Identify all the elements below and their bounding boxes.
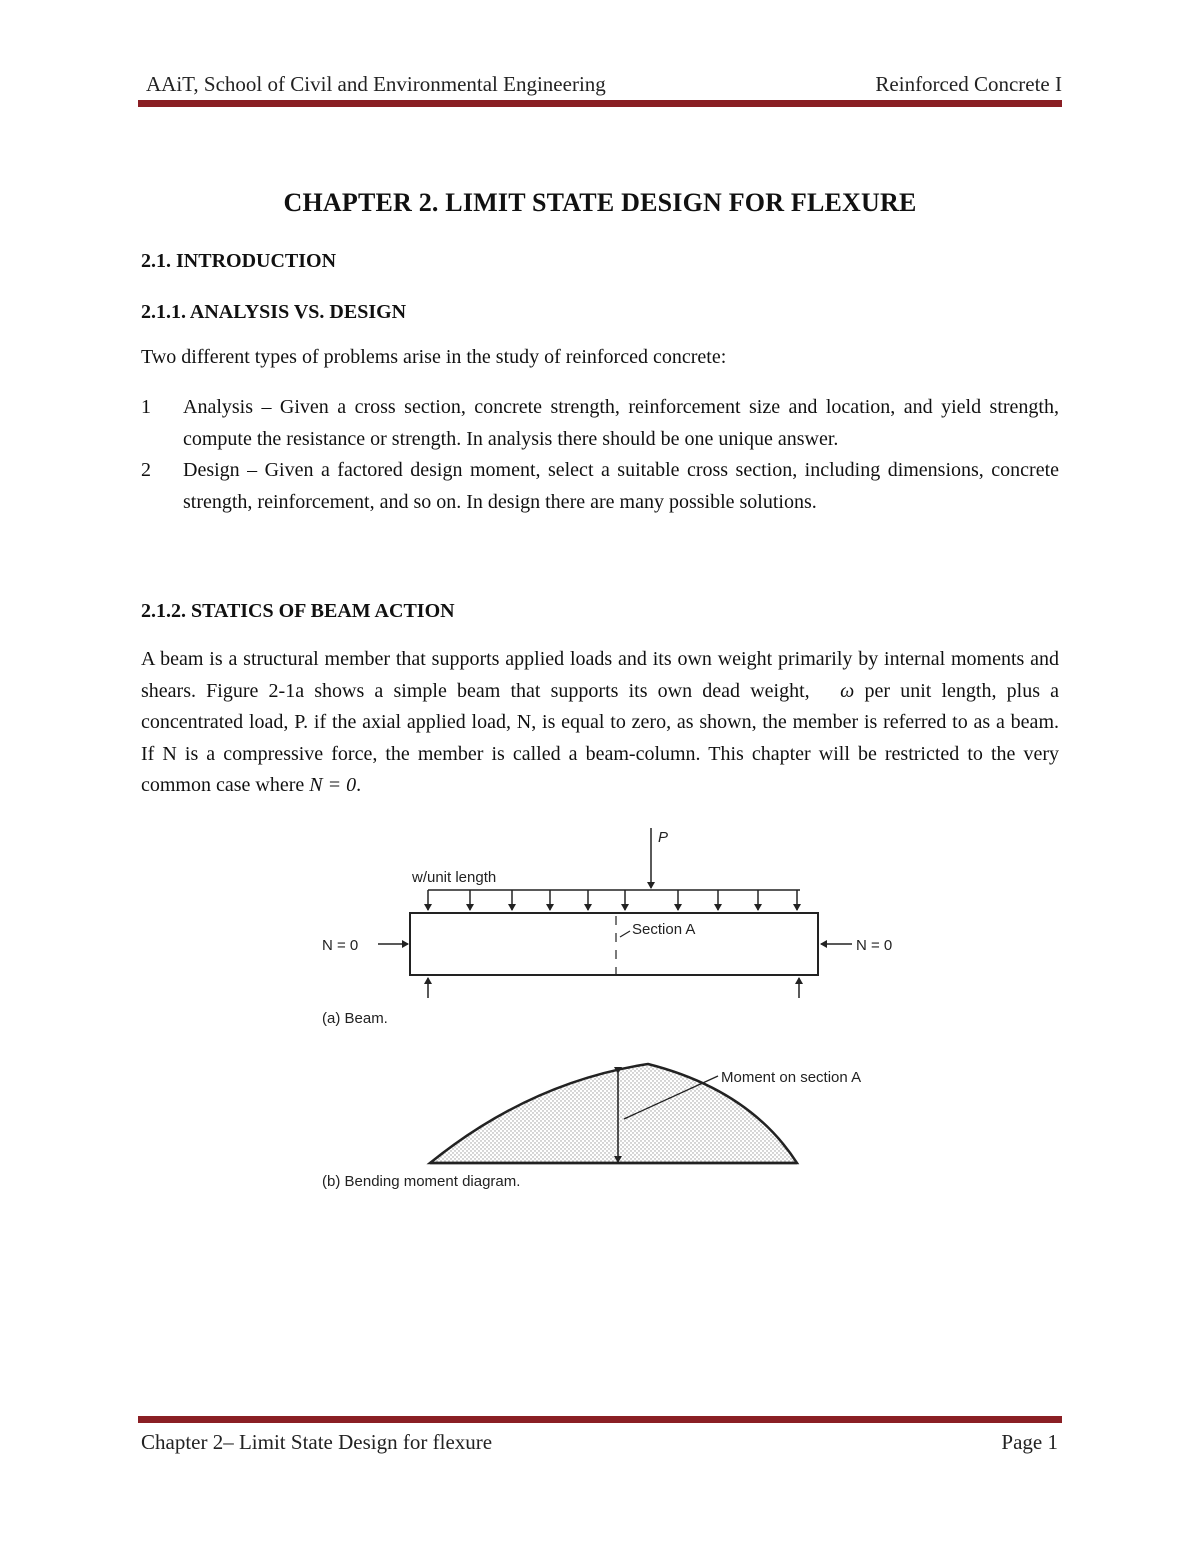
page-number: Page 1	[1001, 1430, 1058, 1454]
section-a-label: Section A	[632, 921, 696, 938]
intro-sentence: Two different types of problems arise in the study of reinforced concrete:	[141, 346, 727, 368]
list-number: 2	[141, 459, 151, 481]
section-heading-analysis-vs-design: 2.1.1. ANALYSIS VS. DESIGN	[141, 301, 407, 323]
problem-type-list	[141, 392, 1059, 518]
page-header	[138, 72, 1062, 102]
chapter-title: CHAPTER 2. LIMIT STATE DESIGN FOR FLEXURE	[283, 188, 917, 217]
axial-load-right-label: N = 0	[856, 937, 893, 954]
page-content	[141, 188, 1060, 796]
header-course: Reinforced Concrete I	[875, 72, 1062, 96]
list-item	[141, 455, 1059, 518]
beam-paragraph	[141, 644, 1059, 802]
beam-body	[410, 913, 818, 975]
omega-symbol: ω	[840, 679, 855, 702]
distributed-load-label: w/unit length	[412, 869, 497, 886]
list-text: Design – Given a factored design moment, select a suitable cross section, including dimensions, concrete strength, reinforcement, and so on. In design there are many possible solutions.	[183, 459, 1059, 513]
section-heading-introduction: 2.1. INTRODUCTION	[141, 250, 337, 272]
equation-n-zero: N = 0	[309, 774, 357, 796]
footer-rule	[138, 1416, 1062, 1423]
header-rule	[138, 100, 1062, 107]
list-item	[141, 392, 1059, 455]
caption-bending-moment: (b) Bending moment diagram.	[322, 1173, 521, 1190]
beam-text-part2: per unit length, plus a concentrated load, P. if the axial applied load, N, is equal to zero, as shown, the member is referred to as a beam. If N is a compressive force, the member is called a beam-column. This chapter will be restricted to the very common case where	[141, 679, 1060, 796]
caption-beam: (a) Beam.	[322, 1010, 388, 1027]
beam-text-part1: A beam is a structural member that supports applied loads and its own weight primarily by internal moments and shears. Figure 2-1a shows a simple beam that supports its own dead weight,	[141, 648, 1059, 702]
section-heading-statics: 2.1.2. STATICS OF BEAM ACTION	[141, 600, 455, 622]
footer-chapter: Chapter 2– Limit State Design for flexure	[141, 1430, 493, 1454]
point-load-label: P	[658, 829, 669, 846]
header-institution: AAiT, School of Civil and Environmental Engineering	[146, 72, 606, 96]
list-number: 1	[141, 396, 151, 418]
list-text: Analysis – Given a cross section, concrete strength, reinforcement size and location, and yield strength, compute the resistance or strength. In analysis there should be one unique answer.	[183, 396, 1059, 450]
sentence-end: .	[356, 774, 362, 796]
page-footer	[138, 1430, 1062, 1460]
beam-figure	[300, 820, 940, 1200]
moment-label: Moment on section A	[721, 1069, 862, 1086]
axial-load-left-label: N = 0	[322, 937, 359, 954]
